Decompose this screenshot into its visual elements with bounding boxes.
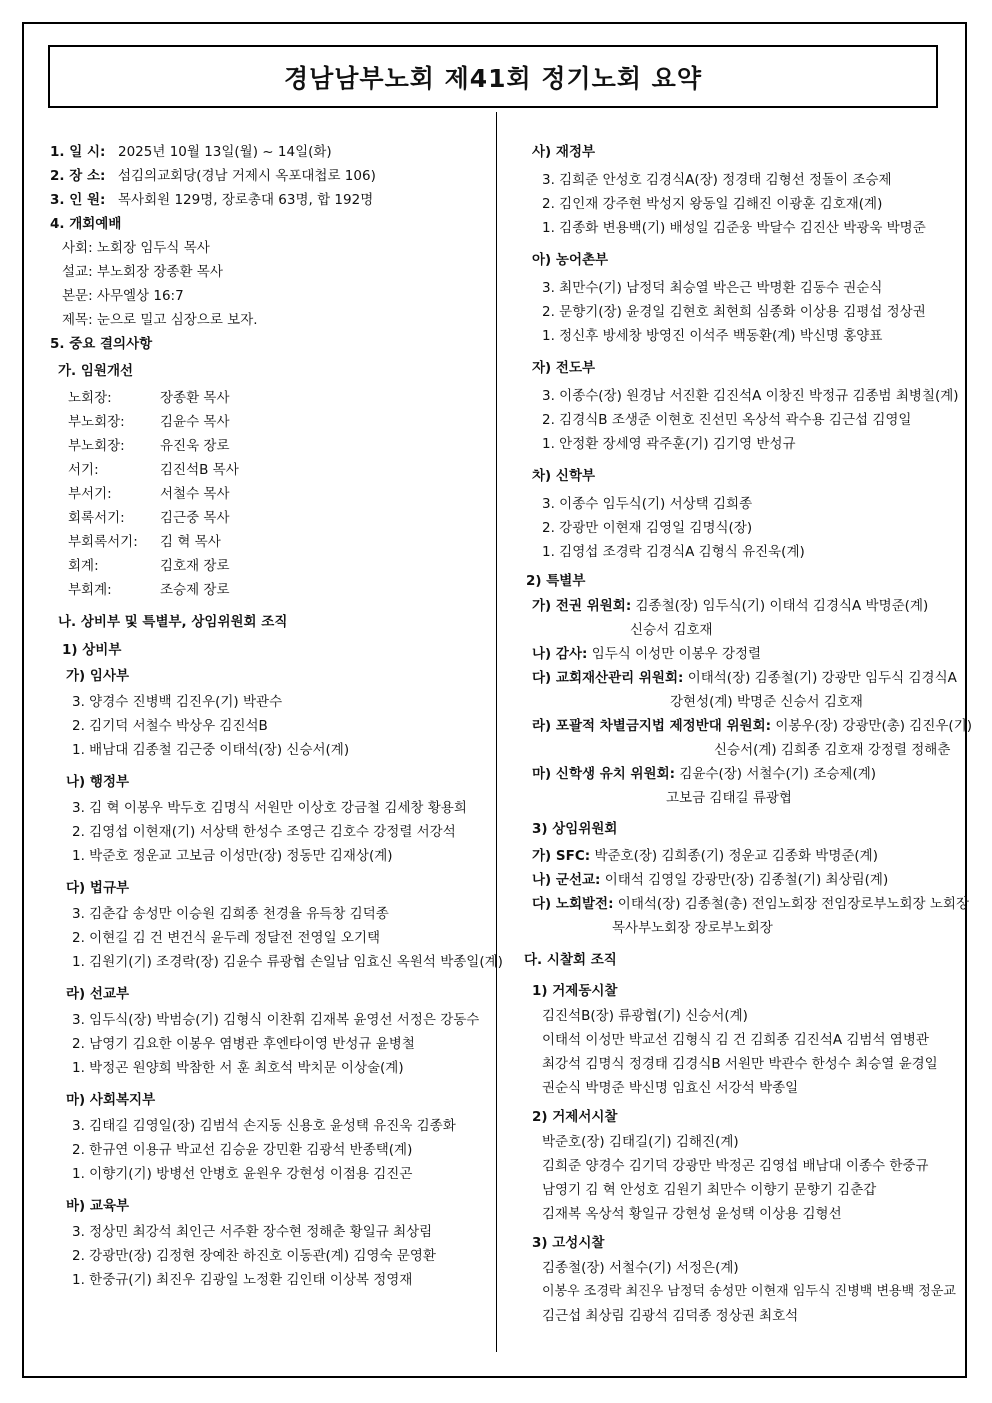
dept-line: 3. 양경수 진병백 김진우(기) 박관수: [72, 694, 283, 710]
dept-line: 2. 김영섭 이현재(기) 서상택 한성수 조영근 김호수 강정렬 서강석: [72, 824, 456, 840]
officer-row: 부회계: 조승제 장로: [68, 582, 230, 598]
page-title: 경남남부노회 제41회 정기노회 요약: [283, 63, 702, 93]
dept-line: 2. 이현길 김 건 변건식 윤두레 정달전 전영일 오기택: [72, 930, 381, 946]
visitation-line: 김종철(장) 서철수(기) 서정은(계): [542, 1260, 739, 1276]
committee-heading: 3) 상임위원회: [532, 821, 618, 837]
officer-row: 회계: 김호재 장로: [68, 558, 230, 574]
officer-row: 부노회장: 유진욱 장로: [68, 438, 230, 454]
dept-line: 1. 한중규(기) 최진우 김광일 노정환 김인태 이상복 정영재: [72, 1272, 413, 1288]
visitation-line: 최강석 김명식 정경태 김경식B 서원만 박관수 한성수 최승열 윤경일: [542, 1056, 938, 1072]
dept-line: 2. 강광만(장) 김정현 장예찬 하진호 이동관(계) 김영숙 문영환: [72, 1248, 436, 1264]
visitation-line: 권순식 박명준 박신명 임효신 서강석 박종일: [542, 1080, 799, 1096]
visitation-line: 김재복 옥상석 황일규 강현성 윤성택 이상용 김형선: [542, 1206, 842, 1222]
dept-line: 2. 문향기(장) 윤경일 김현호 최현희 심종화 이상용 김평섭 정상권: [542, 304, 926, 320]
left-column: [50, 140, 503, 1292]
right-column: [520, 140, 973, 1328]
committee-item-cont: 목사부노회장 장로부노회장: [612, 920, 773, 936]
meta-place: 2. 장 소: 섬김의교회당(경남 거제시 옥포대첩로 106): [50, 168, 376, 184]
special-item-cont: 강현성(계) 박명준 신승서 김호재: [670, 694, 863, 710]
standing-heading: 1) 상비부: [62, 642, 122, 658]
visitation-line: 김근섭 최상림 김광석 김덕종 정상권 최호석: [542, 1308, 799, 1324]
meta-date: 1. 일 시: 2025년 10월 13일(월) ~ 14일(화): [50, 144, 332, 160]
worship-line: 설교: 부노회장 장종환 목사: [62, 264, 223, 280]
officer-row: 부서기: 서철수 목사: [68, 486, 230, 502]
dept-line: 2. 한규연 이용규 박교선 김승윤 강민환 김광석 반종택(계): [72, 1142, 413, 1158]
title-box: [48, 45, 938, 108]
special-item-cont: 신승서(계) 김희종 김호재 강정렬 정해춘: [714, 742, 951, 758]
dept-line: 1. 박정곤 원양희 박참한 서 훈 최호석 박치문 이상술(계): [72, 1060, 404, 1076]
dept-line: 1. 이향기(기) 방병선 안병호 윤원우 강현성 이점용 김진곤: [72, 1166, 413, 1182]
worship-line: 본문: 사무엘상 16:7: [62, 288, 184, 304]
dept-line: 1. 김원기(기) 조경락(장) 김윤수 류광협 손일남 임효신 옥원석 박종일(계): [72, 954, 503, 970]
committee-item: 가) SFC: 박준호(장) 김희종(기) 정운교 김종화 박명준(계): [532, 848, 878, 864]
column-divider: [496, 112, 497, 1352]
dept-line: 3. 이종수(장) 원경남 서진환 김진석A 이창진 박정규 김종범 최병칠(계): [542, 388, 959, 404]
dept-line: 3. 최만수(기) 남정덕 최승열 박은근 박명환 김동수 권순식: [542, 280, 883, 296]
visitation-line: 남영기 김 혁 안성호 김원기 최만수 이향기 문향기 김춘갑: [542, 1182, 877, 1198]
officer-row: 부회록서기: 김 혁 목사: [68, 534, 221, 550]
dept-line: 1. 안정환 장세영 곽주훈(기) 김기영 반성규: [542, 436, 796, 452]
dept-line: 3. 김춘갑 송성만 이승원 김희종 천경율 유득창 김덕종: [72, 906, 389, 922]
dept-heading: 라) 선교부: [66, 986, 130, 1002]
dept-line: 1. 정신후 방세창 방영진 이석주 백동환(계) 박신명 홍양표: [542, 328, 883, 344]
officer-row: 부노회장: 김윤수 목사: [68, 414, 230, 430]
officers-heading: 가. 임원개선: [58, 363, 134, 379]
dept-heading: 바) 교육부: [66, 1198, 130, 1214]
officer-row: 회록서기: 김근중 목사: [68, 510, 230, 526]
visitation-group-heading: 1) 거제동시찰: [532, 983, 618, 999]
dept-line: 2. 강광만 이현재 김영일 김명식(장): [542, 520, 753, 536]
special-item-cont: 신승서 김호재: [630, 622, 713, 638]
dept-line: 1. 김종화 변용백(기) 배성일 김준웅 박달수 김진산 박광욱 박명준: [542, 220, 926, 236]
special-item: 마) 신학생 유치 위원회: 김윤수(장) 서철수(기) 조승제(계): [532, 766, 877, 782]
dept-line: 3. 임두식(장) 박범승(기) 김형식 이찬휘 김재복 윤영선 서정은 강동수: [72, 1012, 480, 1028]
special-item: 가) 전권 위원회: 김종철(장) 임두식(기) 이태석 김경식A 박명준(계): [532, 598, 929, 614]
dept-line: 2. 김인재 강주현 박성지 왕동일 김해진 이광훈 김호재(계): [542, 196, 883, 212]
dept-line: 3. 김태길 김영일(장) 김범석 손지동 신용호 윤성택 유진욱 김종화: [72, 1118, 456, 1134]
dept-line: 1. 배남대 김종철 김근중 이태석(장) 신승서(계): [72, 742, 350, 758]
dept-line: 2. 김경식B 조생준 이현호 진선민 옥상석 곽수용 김근섭 김영일: [542, 412, 912, 428]
dept-line: 3. 이종수 임두식(기) 서상택 김희종: [542, 496, 753, 512]
special-item: 나) 감사: 임두식 이성만 이봉우 강정렬: [532, 646, 762, 662]
committee-item: 다) 노회발전: 이태석(장) 김종철(총) 전임노회장 전임장로부노회장 노회장: [532, 896, 969, 912]
dept-line: 1. 김영섭 조경락 김경식A 김형식 유진욱(계): [542, 544, 805, 560]
dept-heading: 차) 신학부: [532, 468, 596, 484]
dept-heading: 다) 법규부: [66, 880, 130, 896]
worship-heading: 4. 개회예배: [50, 216, 122, 232]
resolutions-heading: 5. 중요 결의사항: [50, 336, 153, 352]
dept-line: 2. 김기덕 서철수 박상우 김진석B: [72, 718, 268, 734]
officer-row: 서기: 김진석B 목사: [68, 462, 239, 478]
dept-heading: 아) 농어촌부: [532, 252, 609, 268]
committee-item: 나) 군선교: 이태석 김영일 강광만(장) 김종철(기) 최상림(계): [532, 872, 889, 888]
dept-line: 2. 남영기 김요한 이봉우 염병관 후엔타이영 반성규 윤병철: [72, 1036, 415, 1052]
special-item-cont: 고보금 김태길 류광협: [666, 790, 792, 806]
dept-line: 3. 김 혁 이봉우 박두호 김명식 서원만 이상호 강금철 김세창 황용희: [72, 800, 467, 816]
dept-line: 3. 정상민 최강석 최인근 서주환 장수현 정해춘 황일규 최상림: [72, 1224, 433, 1240]
dept-line: 3. 김희준 안성호 김경식A(장) 정경태 김형선 정돌이 조승제: [542, 172, 892, 188]
officer-row: 노회장: 장종환 목사: [68, 390, 230, 406]
visitation-line: 이태석 이성만 박교선 김형식 김 건 김희종 김진석A 김범석 염병관: [542, 1032, 929, 1048]
dept-heading: 가) 임사부: [66, 668, 130, 684]
visitation-line: 김희준 양경수 김기덕 강광만 박정곤 김영섭 배남대 이종수 한중규: [542, 1158, 929, 1174]
visitation-heading: 다. 시찰회 조직: [524, 952, 617, 968]
visitation-line: 박준호(장) 김태길(기) 김해진(계): [542, 1134, 739, 1150]
dept-line: 1. 박준호 정운교 고보금 이성만(장) 정동만 김재상(계): [72, 848, 393, 864]
worship-line: 사회: 노회장 임두식 목사: [62, 240, 210, 256]
special-item: 다) 교회재산관리 위원회: 이태석(장) 김종철(기) 강광만 임두식 김경식A: [532, 670, 957, 686]
worship-line: 제목: 눈으로 밀고 심장으로 보자.: [62, 312, 258, 328]
dept-heading: 마) 사회복지부: [66, 1092, 156, 1108]
visitation-group-heading: 2) 거제서시찰: [532, 1109, 618, 1125]
special-heading: 2) 특별부: [526, 573, 586, 589]
visitation-line: 이봉우 조경락 최진우 남정덕 송성만 이현재 임두식 진병백 변용백 정운교: [542, 1284, 956, 1299]
visitation-group-heading: 3) 고성시찰: [532, 1235, 605, 1251]
dept-heading: 사) 재정부: [532, 144, 596, 160]
special-item: 라) 포괄적 차별금지법 제정반대 위원회: 이봉우(장) 강광만(총) 김진우(기): [532, 718, 973, 734]
meta-attendance: 3. 인 원: 목사회원 129명, 장로총대 63명, 합 192명: [50, 192, 374, 208]
dept-heading: 나) 행정부: [66, 774, 130, 790]
org-heading: 나. 상비부 및 특별부, 상임위원회 조직: [58, 614, 288, 630]
visitation-line: 김진석B(장) 류광협(기) 신승서(계): [542, 1008, 748, 1024]
dept-heading: 자) 전도부: [532, 360, 596, 376]
